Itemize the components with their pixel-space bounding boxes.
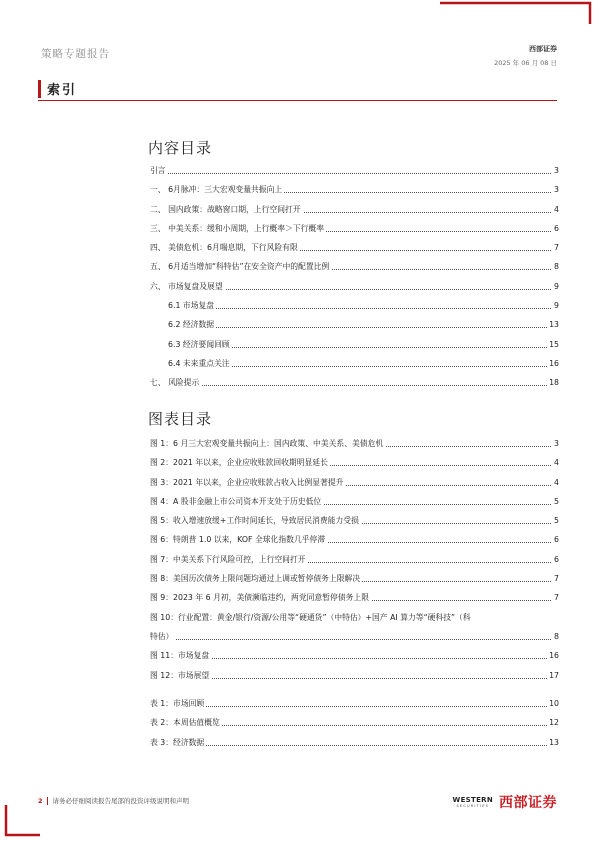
toc-entry[interactable] — [150, 511, 559, 530]
toc-entry[interactable] — [150, 315, 559, 334]
toc-entry[interactable] — [150, 219, 559, 238]
toc-entry-page: 4 — [552, 473, 559, 492]
toc-entry-page: 7 — [552, 569, 559, 588]
toc-entry-page: 12 — [547, 713, 559, 732]
toc-entry-page: 16 — [547, 646, 559, 665]
toc-entry[interactable] — [150, 335, 559, 354]
section-title: 索引 — [47, 83, 78, 98]
footer-disclaimer-block — [38, 796, 189, 805]
toc-entry-page: 16 — [547, 354, 559, 373]
toc-entry-title: 图 10：行业配置：黄金/银行/资源/公用等“硬通货”（中特估）+国产 AI 算力等“硬科技”（科 — [150, 612, 471, 622]
toc-entry-title: 图 2：2021 年以来，企业应收账款回收期明显延长 — [150, 458, 328, 468]
toc-entry-title: 四、 美债危机：6月喘息期，下行风险有限 — [150, 243, 298, 253]
toc-entry[interactable] — [150, 238, 559, 257]
header-brand: 西部证券 — [529, 45, 557, 53]
toc-entry-title: 图 7：中美关系下行风险可控，上行空间打开 — [150, 554, 306, 564]
toc-entry[interactable] — [150, 373, 559, 392]
toc-entry-title: 6.3 经济要闻回顾 — [168, 339, 230, 349]
logo-english-sub: SECURITIES — [456, 804, 490, 808]
toc-entry-title: 表 2：本周估值概览 — [150, 718, 220, 728]
toc-entry-page: 15 — [547, 335, 559, 354]
header-brand-block — [494, 44, 557, 67]
toc-entry[interactable] — [150, 713, 559, 732]
toc-entry-page: 4 — [552, 453, 559, 472]
toc-entry-title: 图 5：收入增速放缓+工作时间延长，导致居民消费能力受损 — [150, 516, 359, 526]
toc-entry-page: 13 — [547, 315, 559, 334]
toc-entry[interactable] — [150, 694, 559, 713]
toc-entry-title: 图 6：特朗普 1.0 以来，KOF 全球化指数几乎停滞 — [150, 535, 326, 545]
toc-entry[interactable] — [150, 354, 559, 373]
toc-entry-page: 6 — [552, 550, 559, 569]
toc-entry-title: 图 9：2023 年 6 月初，美债濒临违约，两党同意暂停债务上限 — [150, 593, 370, 603]
toc-entry[interactable] — [150, 277, 559, 296]
toc-entry-title: 七、 风险提示 — [150, 378, 200, 388]
toc-entry[interactable] — [150, 666, 559, 685]
toc-entry[interactable] — [150, 492, 559, 511]
toc-entry[interactable] — [150, 530, 559, 549]
toc-entry-page: 9 — [552, 277, 559, 296]
logo-english — [453, 796, 493, 808]
toc-entry-page: 6 — [552, 219, 559, 238]
toc-entry[interactable] — [150, 296, 559, 315]
toc-entry[interactable] — [150, 161, 559, 180]
toc-entry[interactable] — [150, 608, 559, 627]
section-title-bar — [38, 78, 557, 101]
toc-entry-title: 六、 市场复盘及展望 — [150, 281, 223, 291]
toc-entry-page: 8 — [552, 257, 559, 276]
toc-entry[interactable] — [150, 453, 559, 472]
toc-entry-title: 表 3：经济数据 — [150, 737, 205, 747]
toc-entry-title: 图 1：6 月三大宏观变量共振向上：国内政策、中美关系、美债危机 — [150, 439, 384, 448]
toc-entry-page: 3 — [552, 180, 559, 199]
figures-heading: 图表目录 — [148, 410, 213, 428]
toc-entry-title: 特估） — [150, 631, 174, 641]
toc-entry-title: 三、 中美关系：缓和小周期，上行概率＞下行概率 — [150, 223, 325, 233]
logo-chinese: 西部证券 — [499, 795, 557, 811]
toc-entry-title: 6.1 市场复盘 — [168, 301, 215, 311]
toc-entry[interactable] — [150, 473, 559, 492]
toc-entry-title: 图 4：A 股非金融上市公司资本开支处于历史低位 — [150, 496, 322, 506]
toc-entry-title: 表 1：市场回顾 — [150, 699, 205, 708]
toc-entry[interactable] — [150, 733, 559, 752]
toc-entry-title: 图 11：市场复盘 — [150, 651, 210, 661]
toc-entry-page: 7 — [552, 588, 559, 607]
footer-disclaimer: 请务必仔细阅读报告尾部的投资评级说明和声明 — [52, 797, 190, 805]
toc-entry-page: 13 — [547, 733, 559, 752]
toc-entry-title: 图 3：2021 年以来，企业应收账款占收入比例显著提升 — [150, 477, 344, 487]
corner-decoration-top — [440, 0, 595, 24]
report-date: 2025 年 06 月 08 日 — [494, 59, 557, 67]
toc-entry[interactable] — [150, 588, 559, 607]
toc-entry[interactable] — [150, 646, 559, 665]
toc-entry-page: 7 — [552, 238, 559, 257]
page-number: 2 — [38, 797, 43, 805]
logo-english-word: WESTERN — [452, 796, 493, 804]
toc-entry-page: 6 — [552, 530, 559, 549]
toc-entry[interactable] — [150, 180, 559, 199]
contents-heading: 内容目录 — [148, 139, 213, 157]
toc-entry-title: 6.2 经济数据 — [168, 320, 215, 330]
section-title-marker — [38, 80, 41, 98]
toc-entry-page: 8 — [552, 627, 559, 646]
toc-entry-title: 图 12：市场展望 — [150, 670, 210, 680]
toc-entry[interactable] — [150, 569, 559, 588]
toc-entry-page: 3 — [552, 161, 559, 180]
toc-entry-page: 9 — [552, 296, 559, 315]
toc-entry-title: 二、 国内政策：战略窗口期，上行空间打开 — [150, 204, 301, 214]
toc-entry-title: 一、 6月脉冲：三大宏观变量共振向上 — [150, 185, 283, 195]
toc-entry[interactable] — [150, 257, 559, 276]
toc-entry-page: 4 — [552, 200, 559, 219]
toc-entry[interactable] — [150, 550, 559, 569]
figures-list — [150, 434, 559, 685]
toc-entry-page: 5 — [552, 511, 559, 530]
toc-entry[interactable] — [150, 627, 559, 646]
toc-entry-title: 五、 6月适当增加“科特估”在安全资产中的配置比例 — [150, 262, 330, 272]
toc-entry-page: 18 — [547, 373, 559, 392]
toc-entry-title: 图 8：美国历次债务上限问题均通过上调或暂停债务上限解决 — [150, 574, 361, 584]
toc-entry-page: 17 — [547, 666, 559, 685]
toc-entry-page: 10 — [547, 694, 559, 713]
corner-decoration-bottom — [0, 805, 40, 841]
contents-list — [150, 161, 559, 393]
footer-divider — [47, 797, 48, 805]
tables-list — [150, 694, 559, 752]
toc-entry-title: 6.4 未来重点关注 — [168, 358, 230, 368]
toc-entry[interactable] — [150, 434, 559, 453]
toc-entry-title: 引言 — [150, 166, 166, 175]
company-logo — [453, 792, 557, 812]
report-type-label: 策略专题报告 — [41, 48, 110, 60]
toc-entry-page: 3 — [552, 434, 559, 453]
toc-entry[interactable] — [150, 200, 559, 219]
toc-entry-page: 5 — [552, 492, 559, 511]
